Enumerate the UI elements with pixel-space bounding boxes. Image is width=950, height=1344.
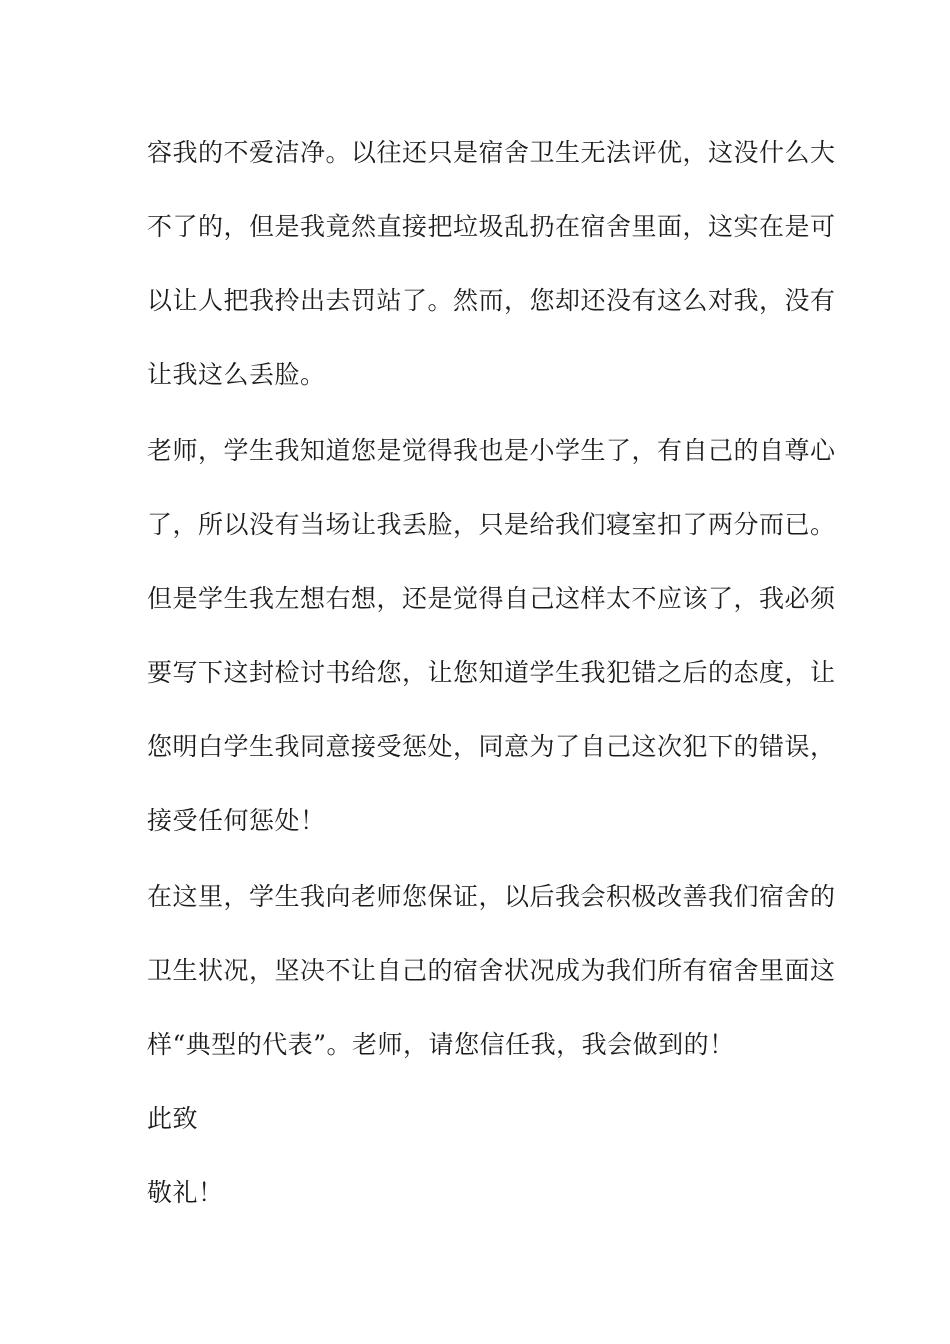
- text-line: 让我这么丢脸。: [147, 360, 326, 389]
- text-line: 卫生状况，坚决不让自己的宿舍状况成为我们所有宿舍里面这: [147, 956, 836, 985]
- text-line: 要写下这封检讨书给您，让您知道学生我犯错之后的态度，让: [147, 658, 836, 687]
- text-line: 您明白学生我同意接受惩处，同意为了自己这次犯下的错误，: [147, 732, 836, 761]
- text-line: 以让人把我拎出去罚站了。然而，您却还没有这么对我，没有: [147, 286, 836, 315]
- text-line: 不了的，但是我竟然直接把垃圾乱扔在宿舍里面，这实在是可: [147, 212, 836, 241]
- text-line: 老师，学生我知道您是觉得我也是小学生了，有自己的自尊心: [147, 436, 836, 465]
- text-line: 在这里，学生我向老师您保证，以后我会积极改善我们宿舍的: [147, 882, 836, 911]
- text-line: 但是学生我左想右想，还是觉得自己这样太不应该了，我必须: [147, 584, 836, 613]
- text-line: 接受任何惩处！: [147, 806, 326, 835]
- text-line: 容我的不爱洁净。以往还只是宿舍卫生无法评优，这没什么大: [147, 138, 836, 167]
- closing-regards: 敬礼！: [147, 1178, 224, 1207]
- closing-salutation: 此致: [147, 1104, 199, 1133]
- text-line: 样“典型的代表”。老师，请您信任我，我会做到的！: [147, 1030, 735, 1059]
- text-line: 了，所以没有当场让我丢脸，只是给我们寝室扣了两分而已。: [147, 510, 836, 539]
